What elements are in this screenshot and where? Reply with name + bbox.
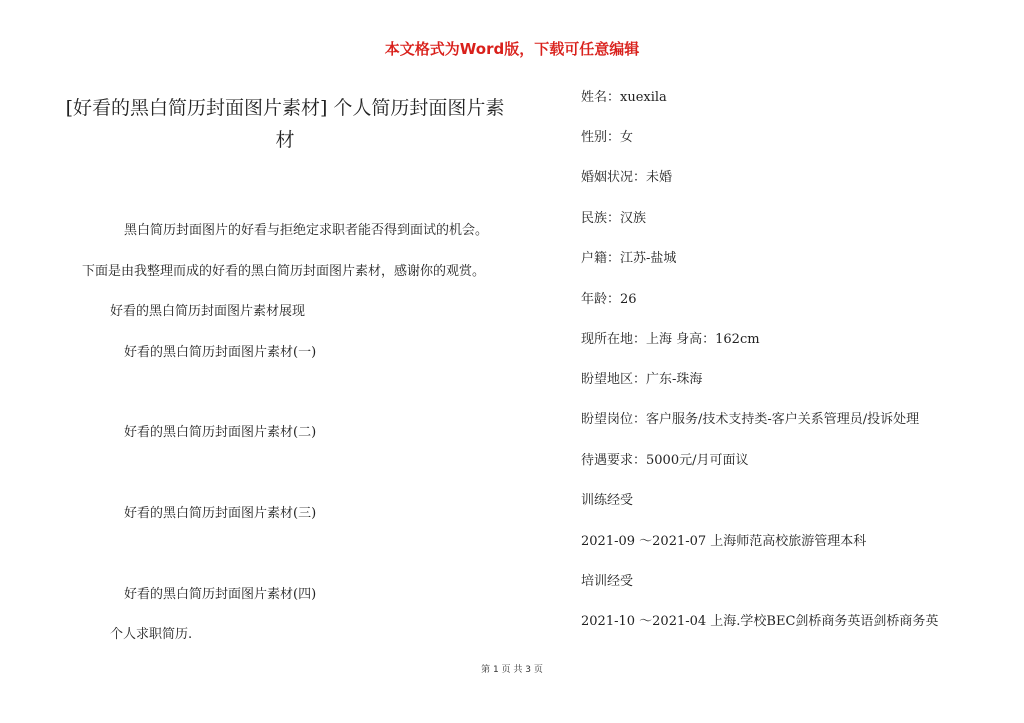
page-number: 第 1 页 共 3 页 [481,665,543,675]
info-line-name: 姓名：xuexila [581,90,667,105]
intro-paragraph-line-1: 黑白简历封面图片的好看与拒绝定求职者能否得到面试的机会。 [124,223,489,238]
education-heading: 训练经受 [581,493,634,508]
info-line-desired-area: 盼望地区：广东-珠海 [581,372,703,387]
info-line-desired-position: 盼望岗位：客户服务/技术支持类-客户关系管理员/投诉处理 [581,412,920,427]
info-line-marital: 婚姻状况：未婚 [581,170,673,185]
info-line-household: 户籍：江苏-盐城 [581,251,677,266]
info-line-age: 年龄：26 [581,292,637,307]
material-item-3: 好看的黑白简历封面图片素材(三) [124,506,317,521]
material-item-2: 好看的黑白简历封面图片素材(二) [124,425,317,440]
education-entry: 2021-09 ～2021-07 上海师范高校旅游管理本科 [581,534,867,549]
info-line-salary: 待遇要求：5000元/月可面议 [581,453,749,468]
info-line-location: 现所在地：上海 身高：162cm [581,332,760,347]
info-line-gender: 性别：女 [581,130,634,145]
download-banner: 本文格式为Word版，下载可任意编辑 [384,40,640,58]
resume-heading: 个人求职简历. [110,627,193,642]
info-line-ethnicity: 民族：汉族 [581,211,647,226]
material-item-1: 好看的黑白简历封面图片素材(一) [124,345,317,360]
section-heading: 好看的黑白简历封面图片素材展现 [110,304,306,319]
material-item-4: 好看的黑白简历封面图片素材(四) [124,587,317,602]
training-heading: 培训经受 [581,574,634,589]
intro-paragraph-line-2: 下面是由我整理而成的好看的黑白简历封面图片素材，感谢你的观赏。 [82,264,486,279]
document-title: [好看的黑白简历封面图片素材] 个人简历封面图片素材 [65,97,505,151]
training-entry: 2021-10 ～2021-04 上海.学校BEC剑桥商务英语剑桥商务英 [581,614,939,629]
